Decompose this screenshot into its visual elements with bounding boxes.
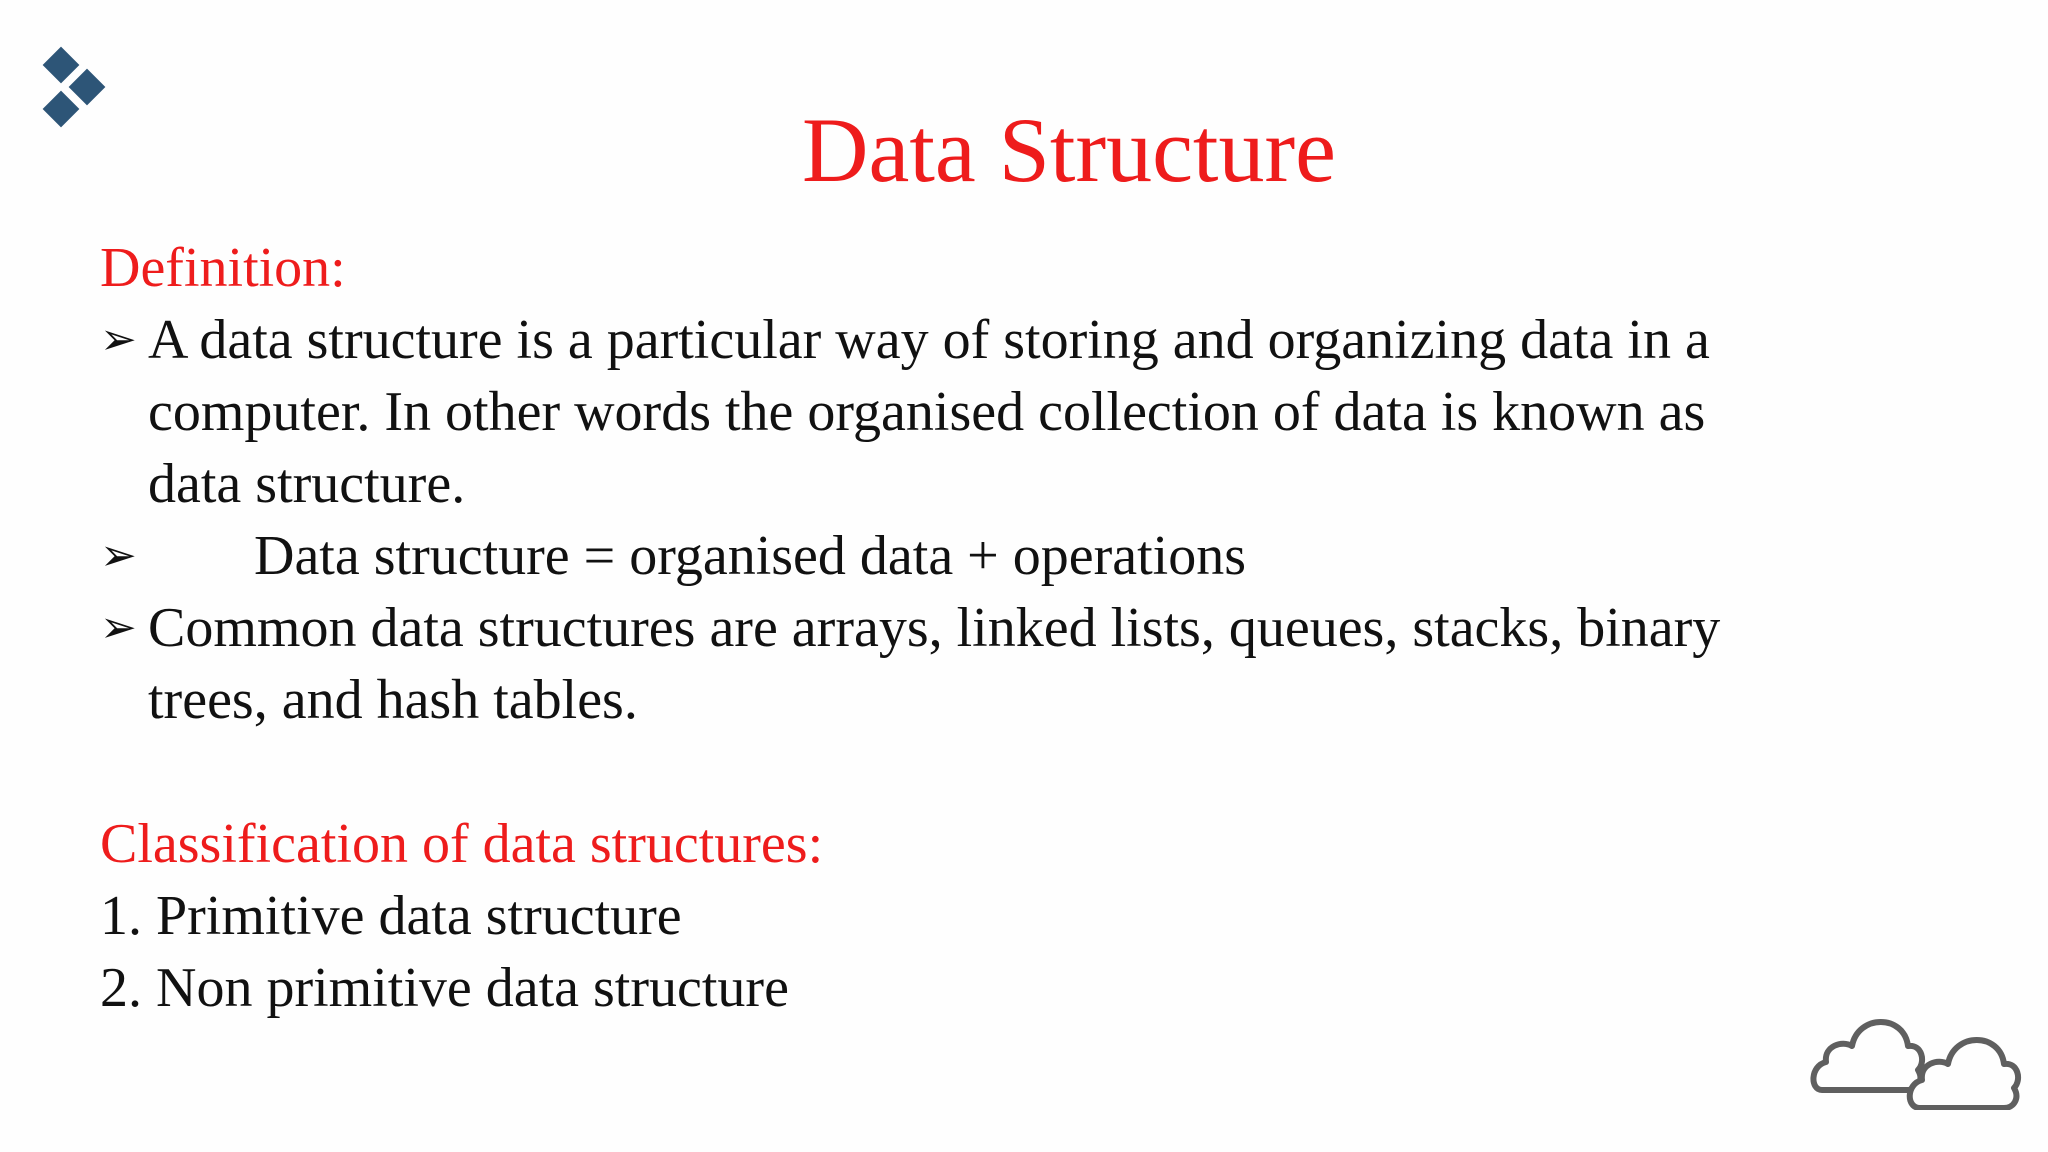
slide-content <box>100 232 1900 1024</box>
bullet-formula-text: Data structure = organised data + operations <box>254 525 1247 587</box>
bullet-common-structures <box>100 592 1900 736</box>
logo-diamond-top <box>43 47 80 84</box>
bullet-definition-line-3: data structure. <box>148 453 466 515</box>
arrowhead-bullet-icon: ➢ <box>100 314 137 365</box>
cloud-outline-right <box>1910 1040 2018 1108</box>
classification-item-primitive: 1. Primitive data structure <box>100 885 682 947</box>
bullet-definition <box>100 304 1900 520</box>
classification-item-non-primitive: 2. Non primitive data structure <box>100 957 789 1019</box>
cloud-outline-left <box>1813 1022 1922 1090</box>
bullet-formula <box>100 520 1900 592</box>
bullet-definition-line-1: A data structure is a particular way of storing and organizing data in a <box>148 309 1710 371</box>
bullet-common-structures-line-1: Common data structures are arrays, linked lists, queues, stacks, binary <box>148 597 1721 659</box>
slide-title: Data Structure <box>802 99 1336 201</box>
arrowhead-bullet-icon: ➢ <box>100 602 137 653</box>
classification-heading: Classification of data structures: <box>100 813 824 875</box>
spacer <box>100 736 1900 808</box>
cloud-outline-icon <box>1808 990 2022 1110</box>
bullet-definition-text <box>148 304 1900 520</box>
bullet-definition-line-2: computer. In other words the organised collection of data is known as <box>148 381 1706 443</box>
bullet-common-structures-text <box>148 592 1900 736</box>
bullet-common-structures-line-2: trees, and hash tables. <box>148 669 638 731</box>
arrowhead-bullet-icon: ➢ <box>100 530 137 581</box>
definition-heading: Definition: <box>100 237 346 299</box>
